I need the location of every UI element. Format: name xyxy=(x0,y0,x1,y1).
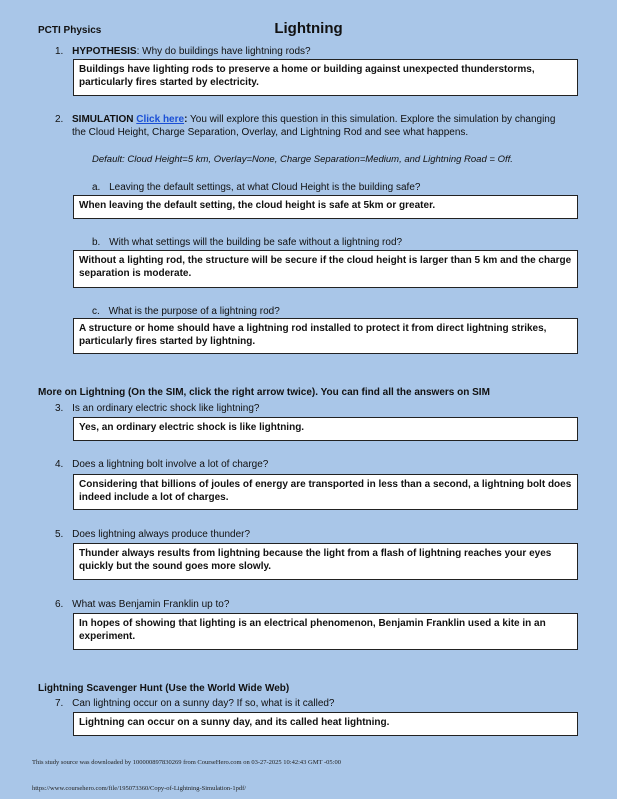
question-text: Is an ordinary electric shock like lightning? xyxy=(72,403,260,414)
question-2 xyxy=(72,113,572,139)
question-text: : Why do buildings have lightning rods? xyxy=(136,46,311,57)
answer-5[interactable]: Thunder always results from lightning because the light from a flash of lightning reaches your eyes quickly but the sound goes more slowly. xyxy=(73,543,578,580)
answer-2a[interactable]: When leaving the default setting, the cloud height is safe at 5km or greater. xyxy=(73,195,578,219)
question-label: HYPOTHESIS xyxy=(72,46,137,57)
subquestion-text: Leaving the default settings, at what Cloud Height is the building safe? xyxy=(109,182,421,193)
question-number: 3. xyxy=(55,403,64,414)
section-heading-more-on-lightning: More on Lightning (On the SIM, click the right arrow twice). You can find all the answers on SIM xyxy=(38,387,490,398)
subquestion-a xyxy=(92,181,420,194)
section-heading-scavenger-hunt: Lightning Scavenger Hunt (Use the World Wide Web) xyxy=(38,683,290,694)
question-number: 4. xyxy=(55,459,64,470)
question-2-number: 2. xyxy=(55,114,64,125)
question-text: You will explore this question in this simulation. Explore the simulation by changing the Cloud Height, Charge Separation, Overlay, and Lightning Rod and see what happens. xyxy=(72,114,556,138)
download-notice: This study source was downloaded by 100000897830269 from CourseHero.com on 03-27-2025 10:42:43 GMT -05:00 xyxy=(32,759,341,766)
subquestion-text: With what settings will the building be safe without a lightning rod? xyxy=(109,237,403,248)
answer-4[interactable]: Considering that billions of joules of energy are transported in less than a second, a lightning bolt does indeed include a lot of charges. xyxy=(73,474,578,510)
question-number: 5. xyxy=(55,529,64,540)
default-settings-note: Default: Cloud Height=5 km, Overlay=None, Charge Separation=Medium, and Lightning Road = Off. xyxy=(92,154,513,165)
answer-2b[interactable]: Without a lighting rod, the structure will be secure if the cloud height is larger than 5 km and the charge separation is moderate. xyxy=(73,250,578,288)
question-6 xyxy=(55,598,229,611)
course-label: PCTI Physics xyxy=(38,25,102,36)
subquestion-letter: a. xyxy=(92,182,101,193)
source-url[interactable]: https://www.coursehero.com/file/195073360/Copy-of-Lightning-Simulation-1pdf/ xyxy=(32,785,247,792)
page-title: Lightning xyxy=(274,20,343,37)
question-1 xyxy=(55,45,311,58)
subquestion-b xyxy=(92,236,402,249)
answer-1[interactable]: Buildings have lighting rods to preserve a home or building against unexpected thunderstorms, particularly fires started by electricity. xyxy=(73,59,578,96)
question-number: 7. xyxy=(55,698,64,709)
question-text: Does lightning always produce thunder? xyxy=(72,529,251,540)
colon: : xyxy=(184,114,188,125)
question-7 xyxy=(55,697,335,710)
question-text: Does a lightning bolt involve a lot of charge? xyxy=(72,459,269,470)
simulation-link[interactable]: Click here xyxy=(136,114,185,125)
answer-3[interactable]: Yes, an ordinary electric shock is like lightning. xyxy=(73,417,578,441)
subquestion-letter: c. xyxy=(92,306,100,317)
subquestion-letter: b. xyxy=(92,237,101,248)
subquestion-text: What is the purpose of a lightning rod? xyxy=(108,306,280,317)
question-4 xyxy=(55,458,268,471)
question-3 xyxy=(55,402,259,415)
question-text: Can lightning occur on a sunny day? If so, what is it called? xyxy=(72,698,335,709)
question-5 xyxy=(55,528,250,541)
answer-6[interactable]: In hopes of showing that lighting is an electrical phenomenon, Benjamin Franklin used a kite in an experiment. xyxy=(73,613,578,650)
answer-7[interactable]: Lightning can occur on a sunny day, and its called heat lightning. xyxy=(73,712,578,736)
question-label: SIMULATION xyxy=(72,114,134,125)
question-number: 1. xyxy=(55,46,64,57)
question-number: 6. xyxy=(55,599,64,610)
question-text: What was Benjamin Franklin up to? xyxy=(72,599,230,610)
subquestion-c xyxy=(92,305,280,318)
answer-2c[interactable]: A structure or home should have a lightning rod installed to protect it from direct lightning strikes, particularly fires started by lightning. xyxy=(73,318,578,354)
